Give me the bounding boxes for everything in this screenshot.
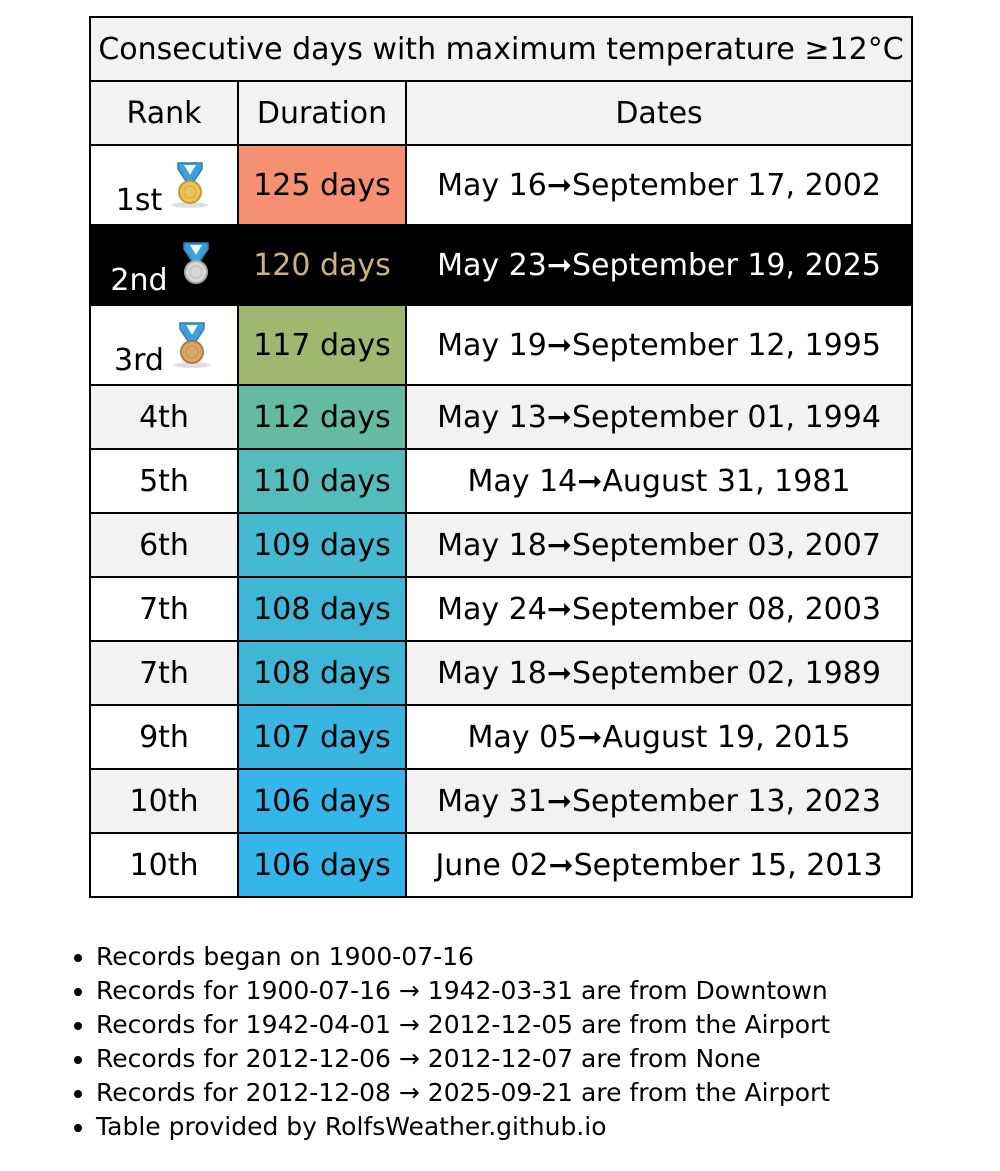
rank-cell: 9th <box>90 705 238 769</box>
duration-cell: 110 days <box>238 449 406 513</box>
table-row <box>90 225 912 305</box>
records-table <box>89 16 913 898</box>
table-title: Consecutive days with maximum temperature ≥12°C <box>90 17 912 81</box>
rank-cell: 7th <box>90 577 238 641</box>
duration-header: Duration <box>238 81 406 145</box>
rank-cell: 10th <box>90 769 238 833</box>
header-row <box>90 81 912 145</box>
bronze-medal-icon <box>170 321 214 369</box>
rank-cell: 7th <box>90 641 238 705</box>
dates-cell: May 18➞September 02, 1989 <box>406 641 912 705</box>
table-row <box>90 833 912 897</box>
rank-cell <box>90 145 238 225</box>
duration-cell: 112 days <box>238 385 406 449</box>
duration-cell: 106 days <box>238 769 406 833</box>
table-row <box>90 513 912 577</box>
dates-header: Dates <box>406 81 912 145</box>
note-item: • Records for 1900-07-16 → 1942-03-31 are from Downtown <box>96 974 996 1008</box>
note-item: • Records for 2012-12-08 → 2025-09-21 are from the Airport <box>96 1076 996 1110</box>
table-row <box>90 577 912 641</box>
rank-cell <box>90 305 238 385</box>
duration-cell: 120 days <box>238 225 406 305</box>
note-item: • Records began on 1900-07-16 <box>96 940 996 974</box>
dates-cell: May 14➞August 31, 1981 <box>406 449 912 513</box>
rank-cell: 10th <box>90 833 238 897</box>
duration-cell: 117 days <box>238 305 406 385</box>
table-row <box>90 449 912 513</box>
rank-cell: 5th <box>90 449 238 513</box>
table-body <box>90 145 912 897</box>
rank-cell: 4th <box>90 385 238 449</box>
rank-label: 3rd <box>114 343 164 378</box>
dates-cell: May 13➞September 01, 1994 <box>406 385 912 449</box>
dates-cell: May 05➞August 19, 2015 <box>406 705 912 769</box>
duration-cell: 125 days <box>238 145 406 225</box>
duration-cell: 108 days <box>238 641 406 705</box>
table-row <box>90 305 912 385</box>
gold-medal-icon <box>168 161 212 209</box>
table-row <box>90 769 912 833</box>
duration-cell: 106 days <box>238 833 406 897</box>
table-row <box>90 705 912 769</box>
table-row <box>90 641 912 705</box>
rank-cell <box>90 225 238 305</box>
dates-cell: June 02➞September 15, 2013 <box>406 833 912 897</box>
note-item: • Table provided by RolfsWeather.github.io <box>96 1110 996 1144</box>
note-item: • Records for 1942-04-01 → 2012-12-05 are from the Airport <box>96 1008 996 1042</box>
rank-cell: 6th <box>90 513 238 577</box>
rank-header: Rank <box>90 81 238 145</box>
dates-cell: May 18➞September 03, 2007 <box>406 513 912 577</box>
dates-cell: May 31➞September 13, 2023 <box>406 769 912 833</box>
notes-list <box>60 940 996 1144</box>
dates-cell: May 23➞September 19, 2025 <box>406 225 912 305</box>
dates-cell: May 24➞September 08, 2003 <box>406 577 912 641</box>
rank-label: 1st <box>115 183 163 218</box>
duration-cell: 108 days <box>238 577 406 641</box>
duration-cell: 107 days <box>238 705 406 769</box>
note-item: • Records for 2012-12-06 → 2012-12-07 are from None <box>96 1042 996 1076</box>
duration-cell: 109 days <box>238 513 406 577</box>
table-row <box>90 145 912 225</box>
table-row <box>90 385 912 449</box>
silver-medal-icon <box>174 241 218 289</box>
dates-cell: May 19➞September 12, 1995 <box>406 305 912 385</box>
dates-cell: May 16➞September 17, 2002 <box>406 145 912 225</box>
rank-label: 2nd <box>110 263 168 298</box>
